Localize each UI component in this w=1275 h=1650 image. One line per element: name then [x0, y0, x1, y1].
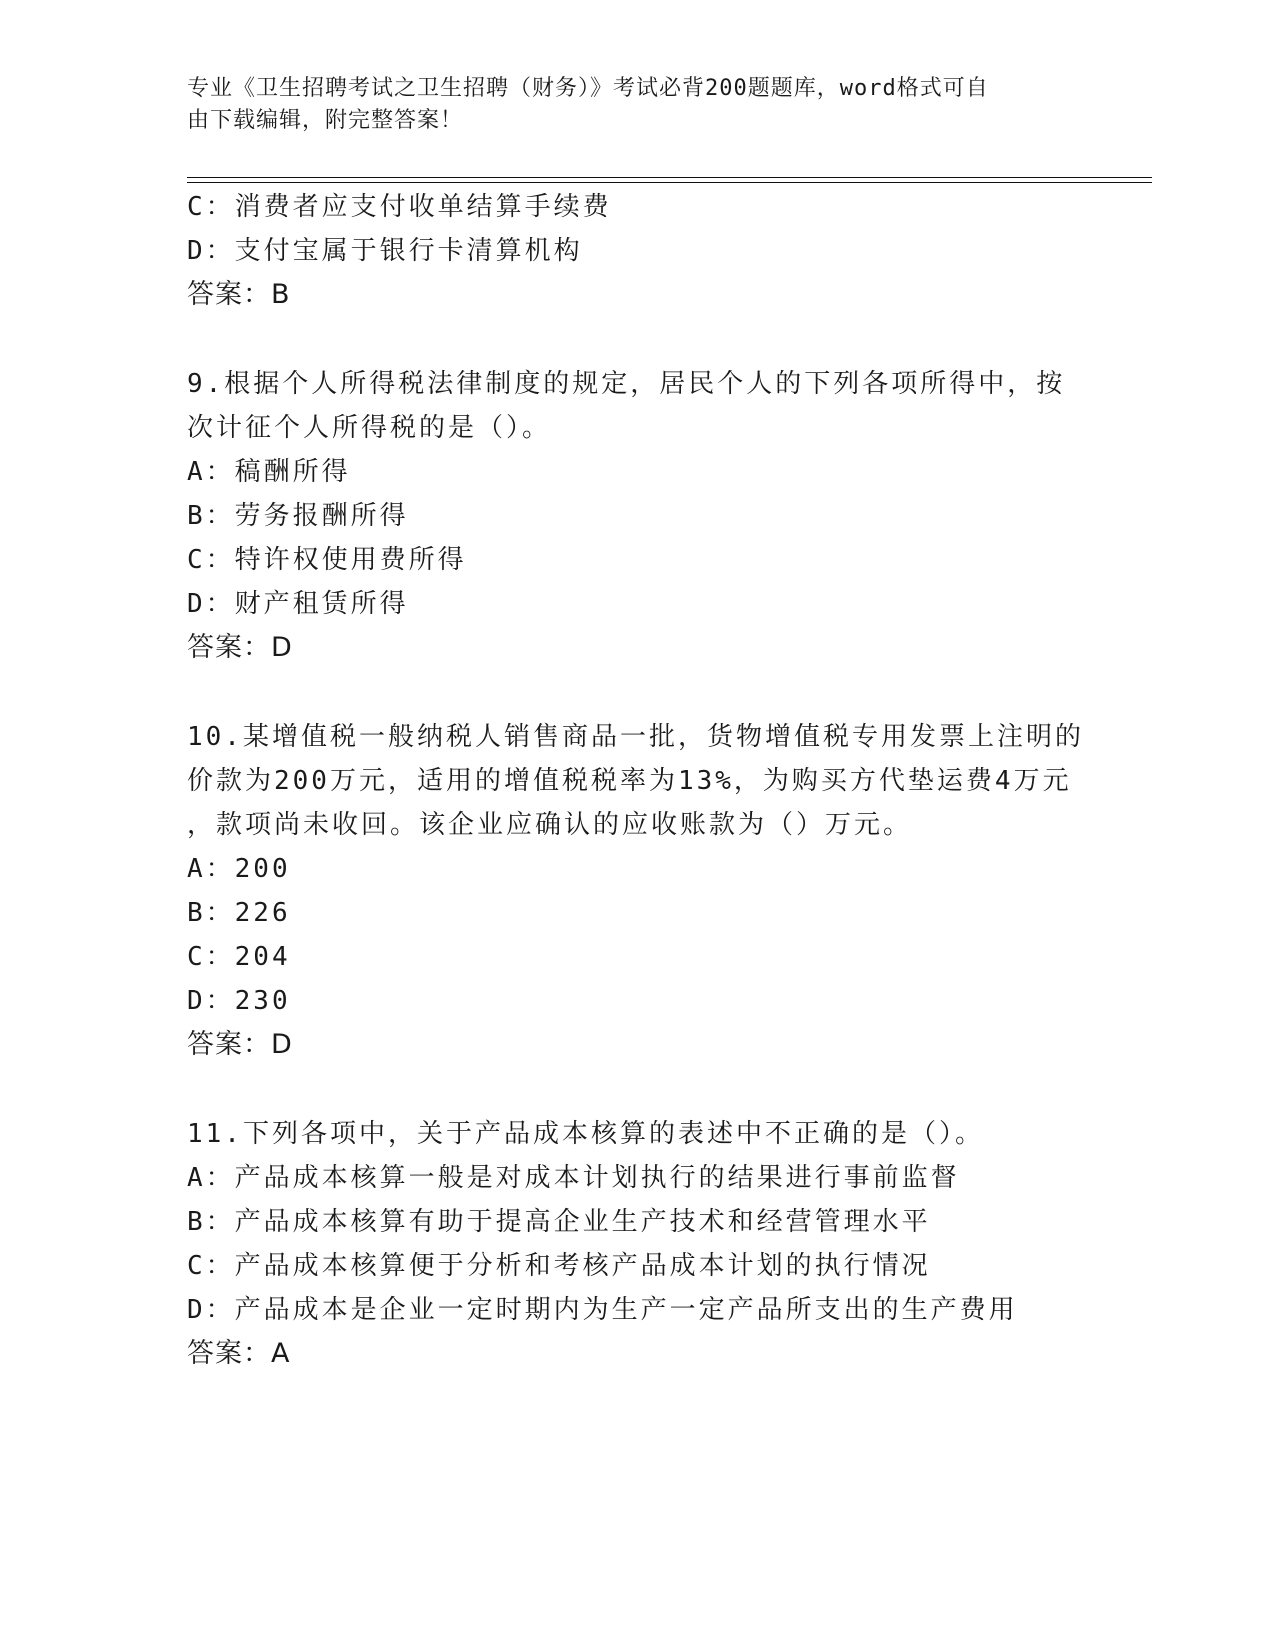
q10-stem-line-3: ，款项尚未收回。该企业应确认的应收账款为（）万元。 [187, 810, 913, 840]
q9-option-a: A：稿酬所得 [187, 457, 351, 487]
q11-option-d: D：产品成本是企业一定时期内为生产一定产品所支出的生产费用 [187, 1295, 1018, 1325]
q10-stem-line-1: 10.某增值税一般纳税人销售商品一批，货物增值税专用发票上注明的 [187, 722, 1084, 752]
q9-stem-line-2: 次计征个人所得税的是（）。 [187, 413, 552, 443]
q9-stem-line-1: 9.根据个人所得税法律制度的规定，居民个人的下列各项所得中，按 [187, 369, 1066, 399]
q10-option-a: A：200 [187, 854, 291, 884]
prev-answer: 答案：B [187, 279, 291, 310]
header-divider-bottom [187, 182, 1152, 183]
q10-option-d: D：230 [187, 986, 291, 1016]
q11-option-c: C：产品成本核算便于分析和考核产品成本计划的执行情况 [187, 1251, 931, 1281]
q11-answer: 答案：A [187, 1338, 291, 1369]
q9-option-c: C：特许权使用费所得 [187, 545, 467, 575]
document-header [187, 73, 1067, 137]
q11-option-a: A：产品成本核算一般是对成本计划执行的结果进行事前监督 [187, 1163, 960, 1193]
prev-option-c: C：消费者应支付收单结算手续费 [187, 192, 612, 222]
prev-option-d: D：支付宝属于银行卡清算机构 [187, 236, 583, 266]
q10-option-c: C：204 [187, 942, 291, 972]
q10-answer: 答案：D [187, 1029, 293, 1060]
q9-option-b: B：劳务报酬所得 [187, 501, 409, 531]
q10-stem-line-2: 价款为200万元，适用的增值税税率为13%，为购买方代垫运费4万元 [187, 766, 1072, 796]
q11-stem-line-1: 11.下列各项中，关于产品成本核算的表述中不正确的是（）。 [187, 1119, 984, 1149]
header-line-2: 由下载编辑，附完整答案！ [187, 108, 464, 133]
q9-option-d: D：财产租赁所得 [187, 589, 409, 619]
header-divider-top [187, 177, 1152, 178]
header-line-1: 专业《卫生招聘考试之卫生招聘（财务）》考试必背200题题库，word格式可自 [187, 76, 989, 101]
q10-option-b: B：226 [187, 898, 291, 928]
q11-option-b: B：产品成本核算有助于提高企业生产技术和经营管理水平 [187, 1207, 931, 1237]
q9-answer: 答案：D [187, 632, 293, 663]
